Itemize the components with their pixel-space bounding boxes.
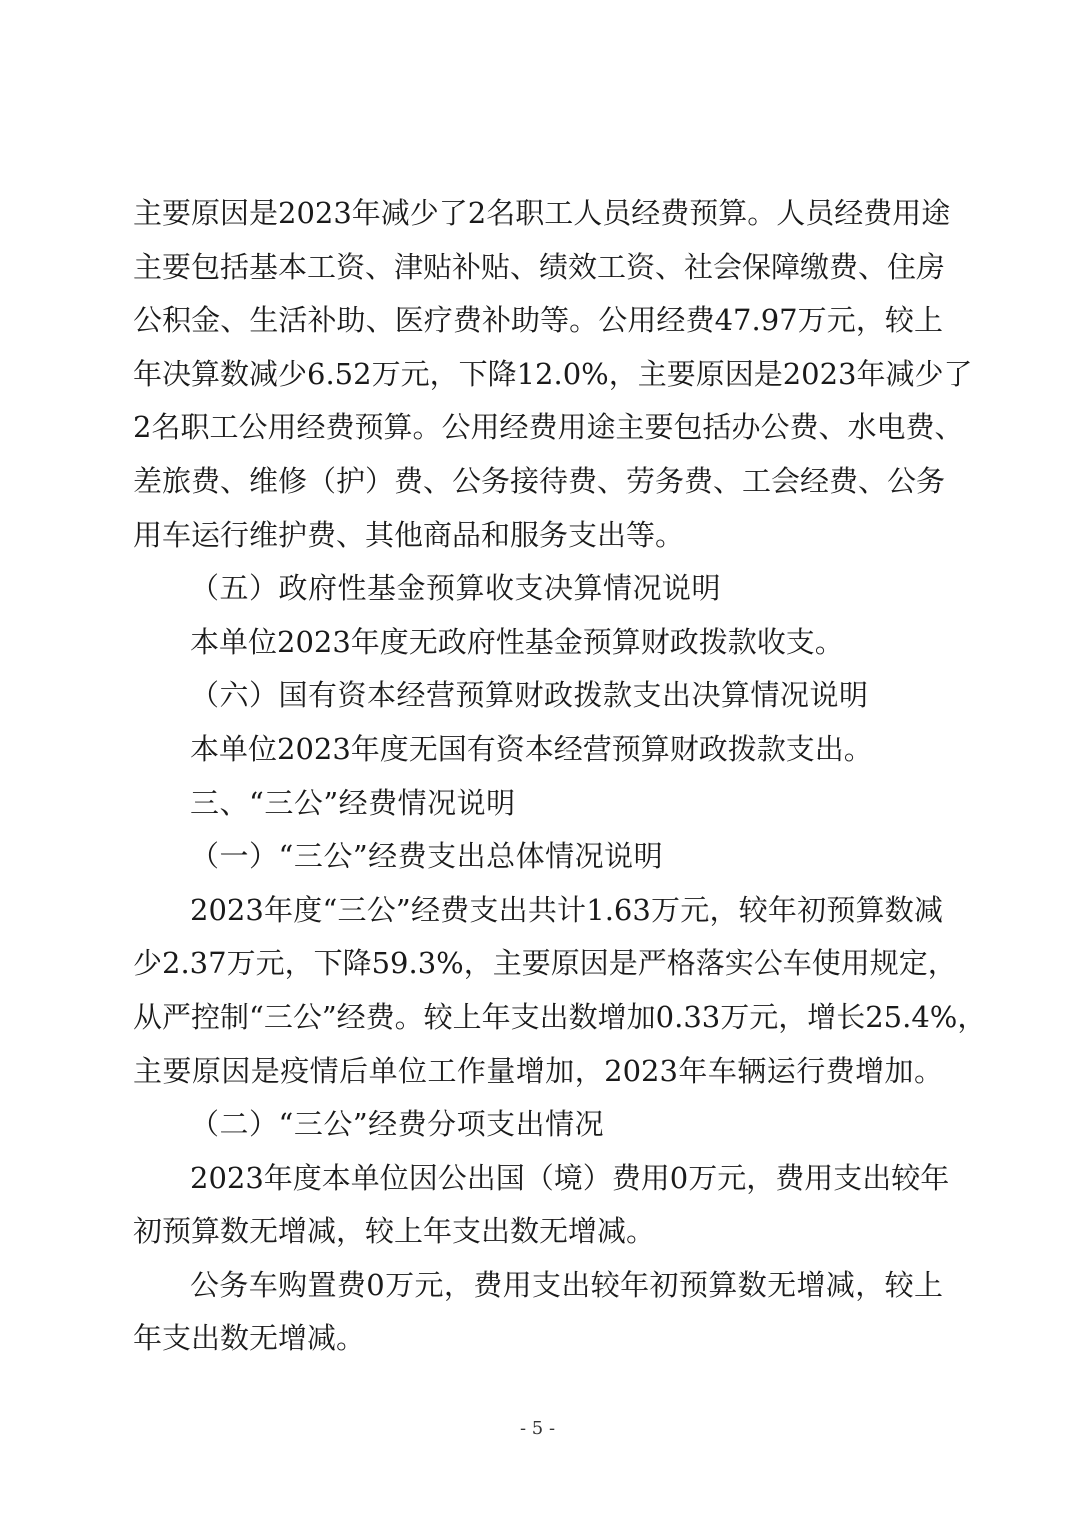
chapter-heading-3: 三、“三公”经费情况说明	[190, 785, 516, 820]
body-line: 年决算数减少6.52万元，下降12.0%，主要原因是2023年减少了	[133, 356, 973, 391]
body-line: 2名职工公用经费预算。公用经费用途主要包括办公费、水电费、	[133, 410, 964, 445]
body-line: 少2.37万元，下降59.3%，主要原因是严格落实公车使用规定，	[133, 946, 957, 981]
body-line: 本单位2023年度无政府性基金预算财政拨款收支。	[190, 624, 844, 659]
body-line: 公积金、生活补助、医疗费补助等。公用经费47.97万元，较上	[133, 303, 943, 338]
section-heading-6: （六）国有资本经营预算财政拨款支出决算情况说明	[190, 678, 869, 713]
body-line: 主要原因是2023年减少了2名职工人员经费预算。人员经费用途	[133, 196, 951, 230]
body-line: 差旅费、维修（护）费、公务接待费、劳务费、工会经费、公务	[133, 463, 946, 498]
body-line: 2023年度“三公”经费支出共计1.63万元，较年初预算数减	[190, 892, 943, 927]
body-line: 从严控制“三公”经费。较上年支出数增加0.33万元，增长25.4%，	[133, 999, 987, 1034]
section-heading-1: （一）“三公”经费支出总体情况说明	[190, 839, 664, 874]
body-line: 本单位2023年度无国有资本经营预算财政拨款支出。	[190, 731, 873, 766]
section-heading-2: （二）“三公”经费分项支出情况	[190, 1107, 605, 1142]
page-number: - 5 -	[519, 1418, 556, 1439]
body-line: 主要原因是疫情后单位工作量增加，2023年车辆运行费增加。	[133, 1053, 943, 1088]
body-line: 公务车购置费0万元，费用支出较年初预算数无增减，较上	[190, 1267, 943, 1302]
section-heading-5: （五）政府性基金预算收支决算情况说明	[190, 571, 722, 606]
document-body	[133, 191, 987, 1370]
body-line: 年支出数无增减。	[133, 1321, 366, 1356]
body-line: 初预算数无增减，较上年支出数无增减。	[133, 1214, 656, 1249]
body-line: 主要包括基本工资、津贴补贴、绩效工资、社会保障缴费、住房	[133, 249, 946, 284]
body-line: 用车运行维护费、其他商品和服务支出等。	[133, 517, 685, 552]
body-line: 2023年度本单位因公出国（境）费用0万元，费用支出较年	[190, 1160, 950, 1195]
